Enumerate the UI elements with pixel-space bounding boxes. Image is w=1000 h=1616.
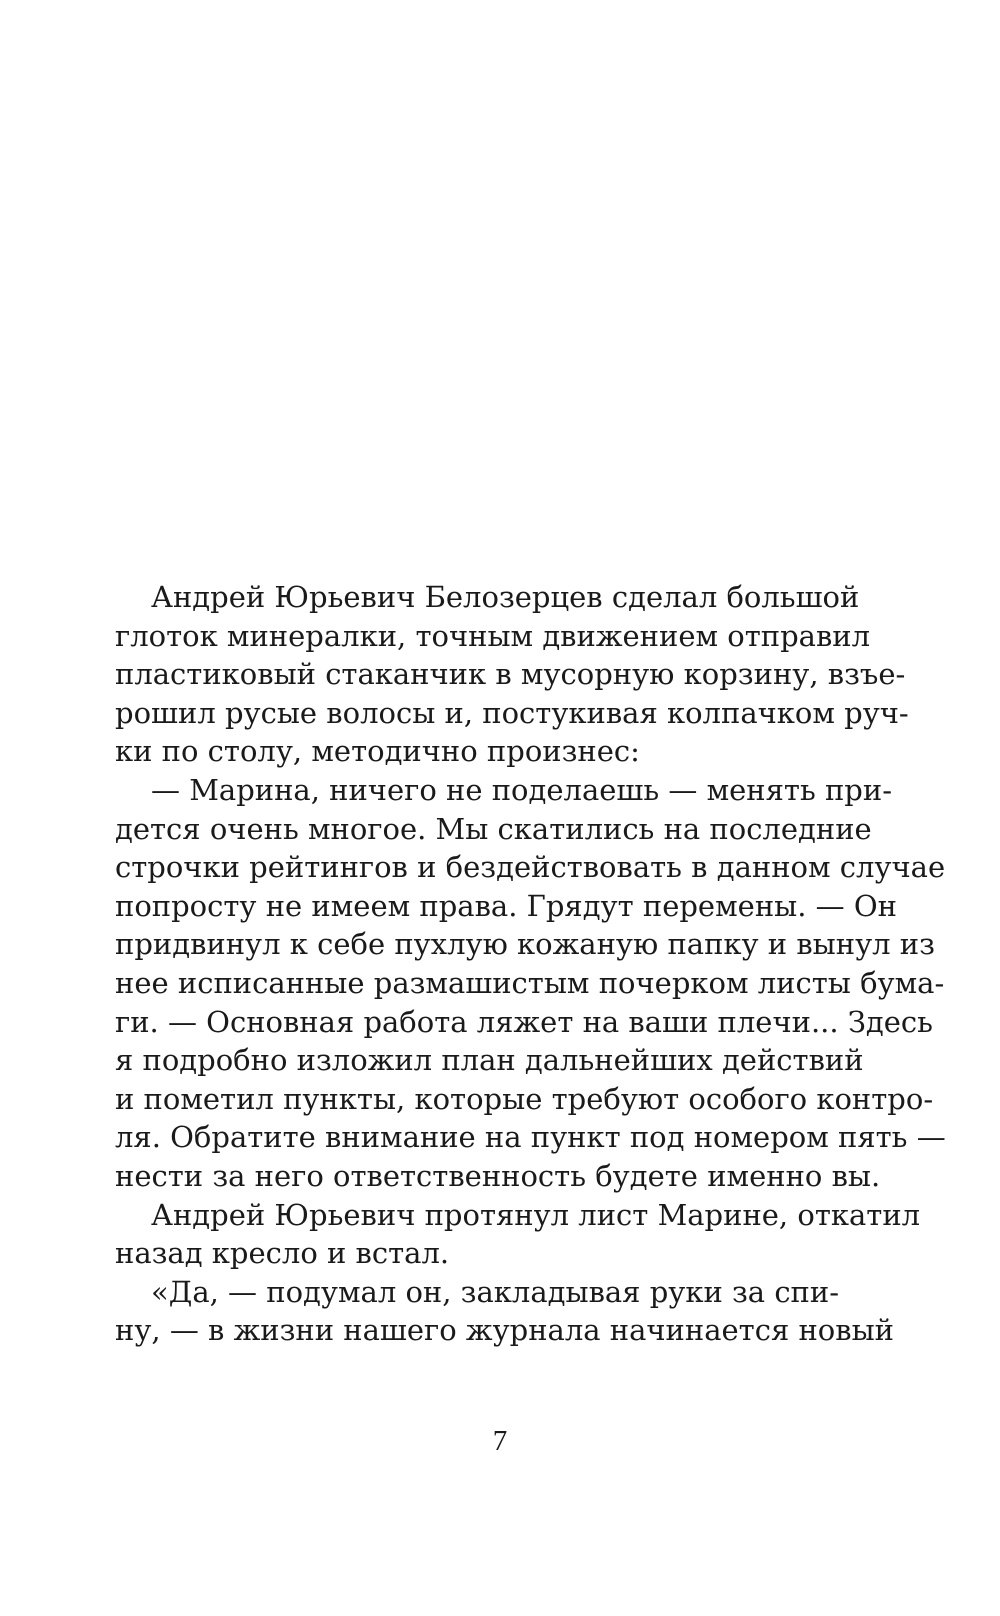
text-line: строчки рейтингов и бездействовать в данном случае <box>115 850 946 885</box>
text-line: ки по столу, методично произнес: <box>115 734 640 769</box>
text-line: ги. — Основная работа ляжет на ваши плечи... Здесь <box>115 1004 933 1039</box>
text-line: придвинул к себе пухлую кожаную папку и вынул из <box>115 927 935 962</box>
text-line: ля. Обратите внимание на пункт под номером пять — <box>115 1120 946 1155</box>
text-line: Андрей Юрьевич Белозерцев сделал большой <box>151 580 860 614</box>
text-line: дется очень многое. Мы скатились на последние <box>115 811 872 846</box>
text-line: ну, — в жизни нашего журнала начинается новый <box>115 1313 894 1348</box>
text-line: я подробно изложил план дальнейших действий <box>115 1043 864 1078</box>
body-text <box>115 578 946 1350</box>
text-line: нести за него ответственность будете именно вы. <box>115 1158 881 1193</box>
text-line: рошил русые волосы и, постукивая колпачком руч- <box>115 695 909 730</box>
text-line: «Да, — подумал он, закладывая руки за спи- <box>151 1274 840 1309</box>
page-number: 7 <box>492 1425 508 1457</box>
text-line: — Марина, ничего не поделаешь — менять при- <box>151 772 893 807</box>
text-line: и пометил пункты, которые требуют особого контро- <box>115 1081 934 1116</box>
text-line: нее исписанные размашистым почерком листы бума- <box>115 965 945 1000</box>
text-line: попросту не имеем права. Грядут перемены. — Он <box>115 888 897 923</box>
text-line: глоток минералки, точным движением отправил <box>115 618 871 653</box>
text-line: пластиковый стаканчик в мусорную корзину, взъе- <box>115 657 906 692</box>
text-line: Андрей Юрьевич протянул лист Марине, откатил <box>151 1197 921 1232</box>
text-line: назад кресло и встал. <box>115 1236 450 1271</box>
